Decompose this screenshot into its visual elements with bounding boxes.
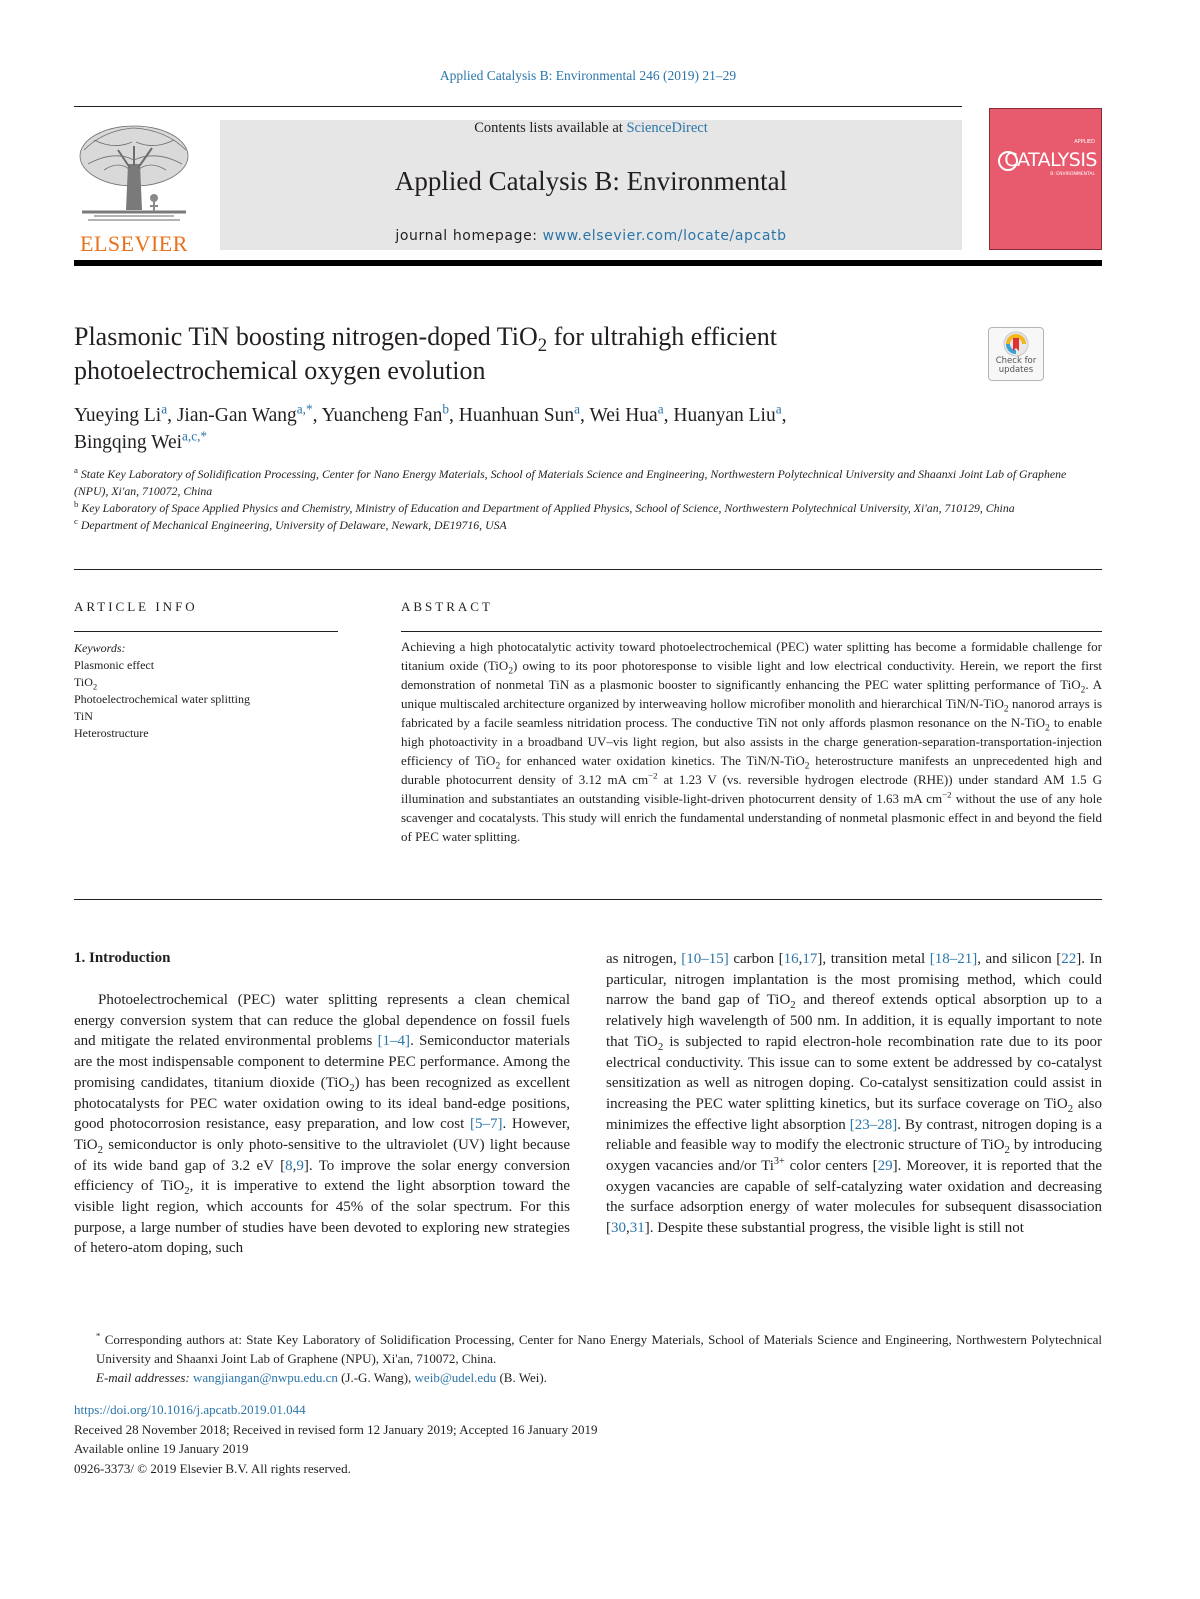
title-line1-a: Plasmonic TiN boosting nitrogen-doped TiO [74, 322, 538, 351]
affiliation-text: State Key Laboratory of Solidification Processing, Center for Nano Energy Materials, School of Materials Science and Engineering, Northwestern Polytechnical University and Shaanxi Joint Lab of Graphene (NPU), Xi'an, 710072, China [74, 467, 1067, 498]
crossmark-line1: Check for [995, 356, 1037, 366]
keywords-block [74, 640, 344, 742]
subscript: 2 [184, 1185, 190, 1198]
doi-link[interactable]: https://doi.org/10.1016/j.apcatb.2019.01.044 [74, 1402, 306, 1417]
corresponding-text: Corresponding authors at: State Key Laboratory of Solidification Processing, Center for Nano Energy Materials, School of Materials Science and Engineering, Northwestern Polytechnical University and Shaanxi Joint Lab of Graphene (NPU), Xi'an, 710072, China. [96, 1332, 1102, 1366]
body-text: . Semiconductor materials are the most indispensable component to determine PEC performance. Among the promising candidates, titanium dioxide (TiO [74, 1033, 570, 1091]
body-text: carbon [728, 951, 779, 967]
citation-link[interactable]: 29 [877, 1158, 893, 1175]
citation-link[interactable]: 17 [802, 951, 818, 967]
available-online: Available online 19 January 2019 [74, 1441, 249, 1456]
elsevier-logo[interactable] [74, 120, 194, 256]
affiliations [74, 466, 1102, 534]
author-affiliation-marker[interactable]: a [657, 401, 664, 417]
citation-link[interactable]: 9 [296, 1157, 304, 1174]
author-separator: , [781, 405, 787, 426]
corresponding-author-footnote [74, 1330, 1102, 1387]
author-separator: , [580, 405, 590, 426]
body-text: semiconductor is only photo-sensitive to the ultraviolet (UV) light because of its wide band gap of 3.2 eV [74, 1136, 570, 1174]
affiliation-a [74, 466, 1102, 500]
author[interactable]: Wei Hua [589, 405, 658, 426]
article-info-rule [74, 631, 338, 632]
introduction-heading: 1. Introduction [74, 950, 171, 966]
author-affiliation-marker[interactable]: a,* [296, 401, 313, 417]
abstract-fragment: ) owing to its poor photoresponse to visible light and low electrical conductivity. Herein, we report the first demonstration of nonmetal TiN as a plasmonic booster to significantly enhancing the PEC water splitting performance of TiO [401, 658, 1102, 692]
subscript: 2 [349, 1081, 355, 1094]
citation-bracket: [ [1056, 951, 1062, 967]
body-text: ) has been recognized as excellent photocatalysts for PEC water oxidation owing to its ideal band-edge positions, good photocorrosion resistance, easy preparation, and low cost [74, 1074, 570, 1133]
abstract-fragment: at 1.23 V (vs. reversible hydrogen electrode (RHE)) under standard AM 1.5 G illumination and substantiates an outstanding visible-light-driven photocurrent density of 1.63 mA cm [401, 772, 1103, 806]
affiliation-letter: c [74, 516, 78, 527]
author-separator: , [663, 405, 674, 426]
title-line2: photoelectrochemical oxygen evolution [74, 356, 486, 385]
subscript: 2 [495, 761, 501, 772]
superscript: −2 [648, 770, 658, 781]
body-text: . In particular, nitrogen implantation is the most promising method, which could narrow the band gap of TiO [606, 951, 1103, 1009]
keyword: TiN [74, 709, 93, 723]
abstract-text [401, 637, 1102, 846]
citation-link[interactable]: [1–4] [377, 1033, 411, 1050]
body-text: . By contrast, nitrogen doping is a reliable and feasible way to modify the electronic structure of TiO [606, 1116, 1102, 1154]
keywords-label: Keywords: [74, 641, 126, 655]
author-separator: , [312, 405, 322, 426]
article-info-heading: ARTICLE INFO [74, 599, 198, 614]
author[interactable]: Jian-Gan Wang [176, 405, 297, 426]
header-thick-rule [74, 260, 1102, 266]
keyword: Heterostructure [74, 726, 149, 740]
body-text: , it is imperative to extend the light absorption toward the visible light region, which accounts for 45% of the solar spectrum. For this purpose, a large number of studies have been devoted to exploring new strategies of hetero-atom doping, such [74, 1178, 570, 1257]
citation-bracket: , [798, 951, 803, 967]
body-text: and thereof extends optical absorption up to a relatively high wavelength of 500 nm. In addition, it is equally important to note that TiO [606, 992, 1103, 1050]
introduction-right-column [606, 949, 1102, 1239]
affiliation-b [74, 500, 1102, 517]
elsevier-tree-icon [74, 120, 194, 224]
citation-bracket: , [292, 1157, 297, 1174]
body-text: Photoelectrochemical (PEC) water splitting represents a clean chemical energy conversion system that can reduce the global dependence on fossil fuels and mitigate the related environmental problems [74, 992, 570, 1050]
email-label: E-mail addresses: [96, 1370, 194, 1385]
citation-link[interactable]: [10–15] [681, 951, 729, 967]
keyword-subscript: 2 [92, 681, 98, 692]
superscript: −2 [942, 789, 952, 800]
crossmark-line2: updates [998, 365, 1034, 375]
body-text: color centers [784, 1158, 873, 1175]
title-subscript: 2 [537, 335, 548, 357]
homepage-link[interactable]: www.elsevier.com/locate/apcatb [542, 228, 787, 244]
email-line [74, 1368, 1102, 1387]
affiliation-letter: b [74, 499, 79, 510]
body-text: also minimizes the effective light absorption [606, 1095, 1102, 1133]
keyword: Plasmonic effect [74, 658, 155, 672]
crossmark-icon [1003, 331, 1029, 357]
keyword: Photoelectrochemical water splitting [74, 692, 250, 706]
citation-bracket: ] [817, 951, 823, 967]
abstract-rule [401, 631, 1102, 632]
subscript: 2 [1080, 685, 1086, 696]
publication-info [74, 1400, 874, 1478]
author-affiliation-marker[interactable]: b [442, 401, 450, 417]
body-text: is subjected to rapid electron-hole recombination rate due to its poor electrical conductivity. This issue can to some extent be addressed by co-catalyst sensitization as well as nitrogen doping. Co-catalyst sensitization could assist in increasing the PEC water splitting kinetics, but its surface coverage on TiO [606, 1033, 1102, 1112]
homepage-prefix: journal homepage: [395, 228, 543, 244]
elsevier-wordmark: ELSEVIER [80, 231, 188, 256]
email-link[interactable]: weib@udel.edu [414, 1370, 497, 1385]
body-text: , and silicon [977, 951, 1057, 967]
abstract-fragment: . A unique multiscaled architecture organized by interweaving hollow microfiber monolith and hierarchical TiN/N-TiO [401, 677, 1102, 711]
affiliation-c [74, 517, 1102, 534]
journal-title: Applied Catalysis B: Environmental [394, 166, 788, 196]
contents-line [220, 120, 962, 137]
email-owner: (B. Wei). [496, 1370, 547, 1385]
sciencedirect-link[interactable]: ScienceDirect [626, 120, 708, 136]
citation-link[interactable]: 22 [1061, 951, 1077, 967]
author[interactable]: Huanhuan Sun [458, 405, 575, 426]
body-text: as nitrogen, [606, 951, 682, 967]
rule-after-affiliations [74, 569, 1102, 570]
subscript: 2 [804, 761, 810, 772]
body-text: . However, TiO [74, 1116, 570, 1153]
keyword [74, 674, 344, 691]
author[interactable]: Yuancheng Fan [321, 405, 443, 426]
affiliation-letter: a [74, 465, 78, 476]
citation-bracket: [ [606, 1220, 611, 1237]
citation-link[interactable]: [5–7] [469, 1116, 503, 1133]
received-dates: Received 28 November 2018; Received in revised form 12 January 2019; Accepted 16 January 2019 [74, 1421, 598, 1437]
body-text: . To improve the solar energy conversion efficiency of TiO [74, 1157, 571, 1195]
subscript: 2 [657, 1040, 664, 1053]
journal-banner [220, 120, 962, 250]
abstract-fragment: without the use of any hole scavenger and cocatalysts. This study will enrich the fundamental understanding of nonmetal plasmonic effect in and beyond the field of PEC water splitting. [401, 791, 1102, 844]
cover-small-text: APPLIED [1074, 139, 1095, 145]
subscript: 2 [1003, 704, 1009, 715]
author-affiliation-marker[interactable]: a [574, 401, 581, 417]
citation-bracket: ] [644, 1220, 650, 1237]
body-text: . Despite these substantial progress, the visible light is still not [649, 1220, 1024, 1237]
citation-link[interactable]: [23–28] [849, 1116, 898, 1133]
running-head[interactable]: Applied Catalysis B: Environmental 246 (2019) 21–29 [439, 68, 737, 83]
rule-after-abstract [74, 899, 1102, 900]
subscript: 2 [1045, 723, 1050, 734]
author-separator: , [449, 405, 459, 426]
abstract-heading: ABSTRACT [401, 599, 493, 614]
introduction-left-column [74, 990, 570, 1259]
citation-bracket: ] [892, 1158, 898, 1175]
author[interactable]: Bingqing Wei [74, 432, 183, 453]
title-line1-b: for ultrahigh efficient [547, 322, 777, 351]
author[interactable]: Huanyan Liu [673, 405, 776, 426]
citation-link[interactable]: [18–21] [929, 951, 978, 967]
keyword-text: TiO [74, 675, 93, 689]
cover-subtitle: B: ENVIRONMENTAL [1050, 172, 1095, 177]
footnote-star: * [96, 1330, 101, 1341]
citation-bracket: [ [872, 1158, 878, 1175]
citation-bracket: ] [1076, 951, 1082, 967]
subscript: 2 [790, 999, 796, 1012]
author-affiliation-marker[interactable]: a,c,* [182, 428, 208, 444]
abstract-fragment: heterostructure manifests an unprecedented high and durable photocurrent density of 3.12 mA cm [401, 753, 1103, 787]
article-title [74, 320, 954, 388]
citation-bracket: , [626, 1220, 630, 1237]
subscript: 2 [1004, 1144, 1010, 1157]
abstract-fragment: to enable high photoactivity in a broadband UV–vis light region, but also assists in the charge generation-separation-transportation-injection efficiency of TiO [401, 715, 1102, 768]
corresponding-note [74, 1330, 1102, 1368]
citation-link[interactable]: 16 [783, 951, 799, 967]
citation-link[interactable]: 31 [629, 1220, 645, 1237]
author-affiliation-marker[interactable]: a [161, 401, 168, 417]
abstract-fragment: Achieving a high photocatalytic activity toward photoelectrochemical (PEC) water splitting has become a formidable challenge for titanium oxide (TiO [401, 639, 1102, 673]
affiliation-text: Department of Mechanical Engineering, University of Delaware, Newark, DE19716, USA [80, 518, 507, 532]
copyright: 0926-3373/ © 2019 Elsevier B.V. All rights reserved. [74, 1460, 351, 1476]
body-text: . Moreover, it is reported that the oxygen vacancies are capable of self-catalyzing water oxidation and decreasing the surface adsorption energy of water molecules for subsequent disassociation [606, 1158, 1102, 1216]
author[interactable]: Yueying Li [74, 405, 162, 426]
body-text: , transition metal [822, 951, 930, 967]
email-link[interactable]: wangjiangan@nwpu.edu.cn [193, 1370, 338, 1385]
author-list [74, 402, 1102, 456]
abstract-fragment: nanorod arrays is fabricated by a facile seamless nitridation process. The conductive TiN not only affords plasmon resonance on the N-TiO [401, 696, 1103, 730]
subscript: 2 [97, 1143, 104, 1156]
citation-link[interactable]: 30 [611, 1220, 626, 1237]
citation-bracket: [ [778, 951, 784, 967]
homepage-line [220, 228, 962, 244]
superscript: 3+ [773, 1156, 785, 1168]
citation-bracket: ] [303, 1157, 309, 1174]
citation-link[interactable]: 8 [285, 1157, 293, 1174]
abstract-fragment: for enhanced water oxidation kinetics. The TiN/N-TiO [500, 753, 805, 768]
top-rule [74, 106, 962, 107]
subscript: 2 [1067, 1102, 1074, 1115]
author-separator: , [167, 405, 177, 426]
affiliation-text: Key Laboratory of Space Applied Physics and Chemistry, Ministry of Education and Department of Applied Physics, School of Science, Northwestern Polytechnical University, Xi'an, 710129, China [81, 501, 1015, 515]
journal-cover-thumbnail[interactable] [989, 108, 1102, 250]
subscript: 2 [508, 666, 513, 677]
contents-prefix: Contents lists available at [474, 120, 627, 136]
check-for-updates-button[interactable] [988, 327, 1044, 381]
citation-bracket: [ [280, 1157, 286, 1174]
author-affiliation-marker[interactable]: a [775, 401, 782, 417]
email-owner: (J.-G. Wang), [337, 1370, 415, 1385]
cover-title: CATALYSIS [1004, 149, 1097, 171]
body-text: by introducing oxygen vacancies and/or Ti [606, 1137, 1102, 1175]
